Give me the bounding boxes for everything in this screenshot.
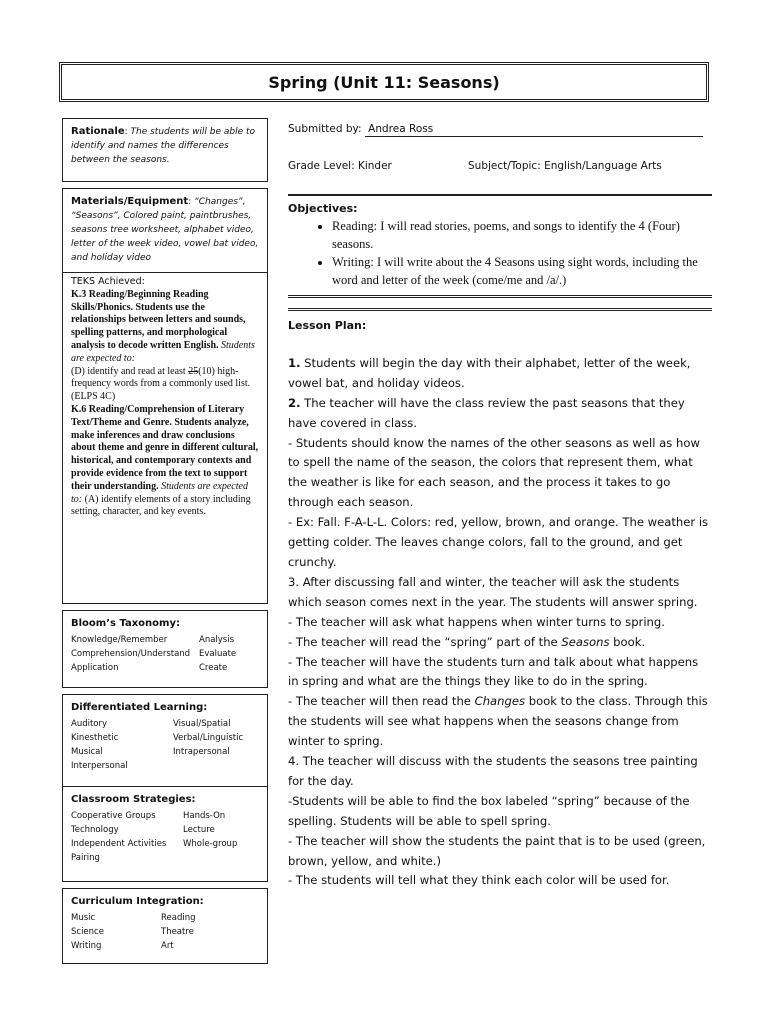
lesson-step-number: 1.: [288, 355, 301, 370]
teks-a-text: (A) identify elements of a story including setting, character, and key events.: [71, 493, 251, 518]
strategies-item: Lecture: [183, 825, 215, 835]
differentiated-label: Differentiated Learning:: [71, 702, 208, 713]
book-title-seasons: Seasons: [561, 634, 610, 649]
blooms-label: Bloom’s Taxonomy:: [71, 618, 180, 629]
blooms-item: Knowledge/Remember: [71, 635, 168, 645]
teks-label: TEKS Achieved:: [71, 276, 145, 287]
page-title: Spring (Unit 11: Seasons): [268, 72, 500, 92]
objectives-section: [288, 194, 712, 298]
grade-level: Grade Level: Kinder: [288, 160, 392, 172]
curriculum-item: Reading: [161, 913, 196, 923]
differentiated-item: Musical: [71, 747, 103, 757]
lesson-text-part: book to the class. Through this the students will see what happens when the seasons change from winter to spring.: [288, 694, 708, 749]
blooms-item: Evaluate: [199, 649, 237, 659]
lesson-plan-section: [288, 316, 712, 891]
objective-item: • Writing: I will write about the 4 Seasons using sight words, including the word and letter of the week (come/me and /a/.): [332, 253, 712, 289]
lesson-text: - Students should know the names of the other seasons as well as how to spell the name of the season, the colors that represent them, what the weather is like for each season, and the process it takes to go through each season.: [288, 435, 700, 510]
objectives-list: [288, 217, 712, 289]
curriculum-label: Curriculum Integration:: [71, 896, 204, 907]
title-box: [59, 62, 709, 102]
materials-sep: :: [188, 197, 195, 207]
book-title-changes: Changes: [474, 694, 526, 709]
lesson-step-number: 2.: [288, 395, 301, 410]
blooms-item: Analysis: [199, 635, 235, 645]
curriculum-box: [62, 888, 268, 964]
curriculum-item: Science: [71, 927, 104, 937]
strategies-item: Whole-group: [183, 839, 238, 849]
rationale-text: The students will be able to identify and names the differences between the seasons.: [71, 127, 256, 165]
teks-k3-heading: K.3 Reading/Beginning Reading Skills/Phonics. Students use the relationships between letters and sounds, spelling patterns, and morphological analysis to decode written English.: [71, 288, 246, 351]
lesson-text-part: book.: [609, 634, 646, 649]
strategies-item: Pairing: [71, 853, 100, 863]
blooms-item: Application: [71, 663, 119, 673]
curriculum-item: Theatre: [161, 927, 194, 937]
lesson-text: - The teacher will show the students the paint that is to be used (green, brown, yellow, and white.): [288, 833, 706, 868]
lesson-text: 3. After discussing fall and winter, the teacher will ask the students which season comes next in the year. The students will answer spring.: [288, 574, 698, 609]
lesson-text: - The teacher will ask what happens when winter turns to spring.: [288, 614, 665, 629]
lesson-text: [288, 692, 712, 752]
differentiated-item: Visual/Spatial: [173, 719, 231, 729]
teks-d-post: (10) high-frequency words from a commonly used list. (ELPS 4C): [71, 365, 251, 403]
teks-k3-expected: Students are expected to:: [71, 339, 255, 364]
rationale-label: Rationale: [71, 126, 125, 137]
differentiated-item: Auditory: [71, 719, 108, 729]
blooms-box: [62, 610, 268, 688]
teks-box: [62, 272, 268, 604]
differentiated-item: Intrapersonal: [173, 747, 230, 757]
differentiated-item: Interpersonal: [71, 761, 128, 771]
lesson-text: Students will begin the day with their alphabet, letter of the week, vowel bat, and holiday videos.: [288, 355, 691, 390]
lesson-text-part: - The teacher will then read the: [288, 694, 475, 709]
curriculum-item: Writing: [71, 941, 102, 951]
lesson-step: [288, 394, 712, 434]
differentiated-box: [62, 694, 268, 786]
strategies-item: Technology: [71, 825, 119, 835]
strategies-item: Cooperative Groups: [71, 811, 156, 821]
submitted-label: Submitted by:: [288, 123, 362, 135]
differentiated-item: Verbal/Linguistic: [173, 733, 244, 743]
lesson-text: The teacher will have the class review the past seasons that they have covered in class.: [288, 395, 685, 430]
rationale-box: [62, 118, 268, 182]
strategies-item: Independent Activities: [71, 839, 167, 849]
lesson-text-part: - The teacher will read the “spring” part of the: [288, 634, 562, 649]
lesson-text: 4. The teacher will discuss with the students the seasons tree painting for the day.: [288, 754, 698, 788]
strategies-box: [62, 786, 268, 882]
lesson-text: [288, 633, 712, 653]
curriculum-item: Music: [71, 913, 96, 923]
lesson-text: - The teacher will have the students turn and talk about what happens in spring and what are the things they like to do in the spring.: [288, 654, 699, 689]
objective-item: • Reading: I will read stories, poems, and songs to identify the 4 (Four) seasons.: [332, 217, 712, 253]
materials-box: [62, 188, 268, 272]
teks-k6-heading: K.6 Reading/Comprehension of Literary Text/Theme and Genre. Students analyze, make inferences and draw conclusions about theme and genre in different cultural, historical, and contemporary contexts and provide evidence from the text to support their understanding.: [71, 403, 259, 492]
blooms-item: Comprehension/Understand: [71, 649, 191, 659]
teks-k6-expected: Students are expected to:: [71, 480, 248, 505]
blooms-item: Create: [199, 663, 228, 673]
subject-topic: Subject/Topic: English/Language Arts: [468, 160, 662, 172]
left-column: [62, 118, 268, 970]
lesson-label: Lesson Plan:: [288, 319, 367, 332]
materials-text: “Changes”, “Seasons”, Colored paint, paintbrushes, seasons tree worksheet, alphabet video, letter of the week video, vowel bat video, and holiday video: [71, 197, 259, 263]
lesson-divider: [288, 308, 712, 311]
curriculum-item: Art: [161, 941, 174, 951]
materials-label: Materials/Equipment: [71, 196, 189, 207]
objectives-label: Objectives:: [288, 202, 358, 215]
lesson-text: - Ex: Fall. F-A-L-L. Colors: red, yellow, brown, and orange. The weather is getting colder. The leaves change colors, fall to the ground, and get crunchy.: [288, 515, 709, 569]
submitted-name: Andrea Ross: [368, 123, 434, 135]
submitted-row: [288, 121, 712, 137]
submitted-value: [365, 123, 703, 137]
lesson-step: [288, 354, 712, 394]
lesson-text: -Students will be able to find the box labeled “spring” because of the spelling. Students will be able to spell spring.: [288, 793, 690, 828]
teks-d-pre: (D) identify and read at least: [71, 365, 189, 377]
strategies-label: Classroom Strategies:: [71, 794, 196, 805]
differentiated-item: Kinesthetic: [71, 733, 119, 743]
teks-d-strike: 25: [188, 365, 199, 377]
rationale-sep: :: [124, 127, 131, 137]
lesson-text: - The students will tell what they think each color will be used for.: [288, 873, 670, 888]
strategies-item: Hands-On: [183, 811, 226, 821]
